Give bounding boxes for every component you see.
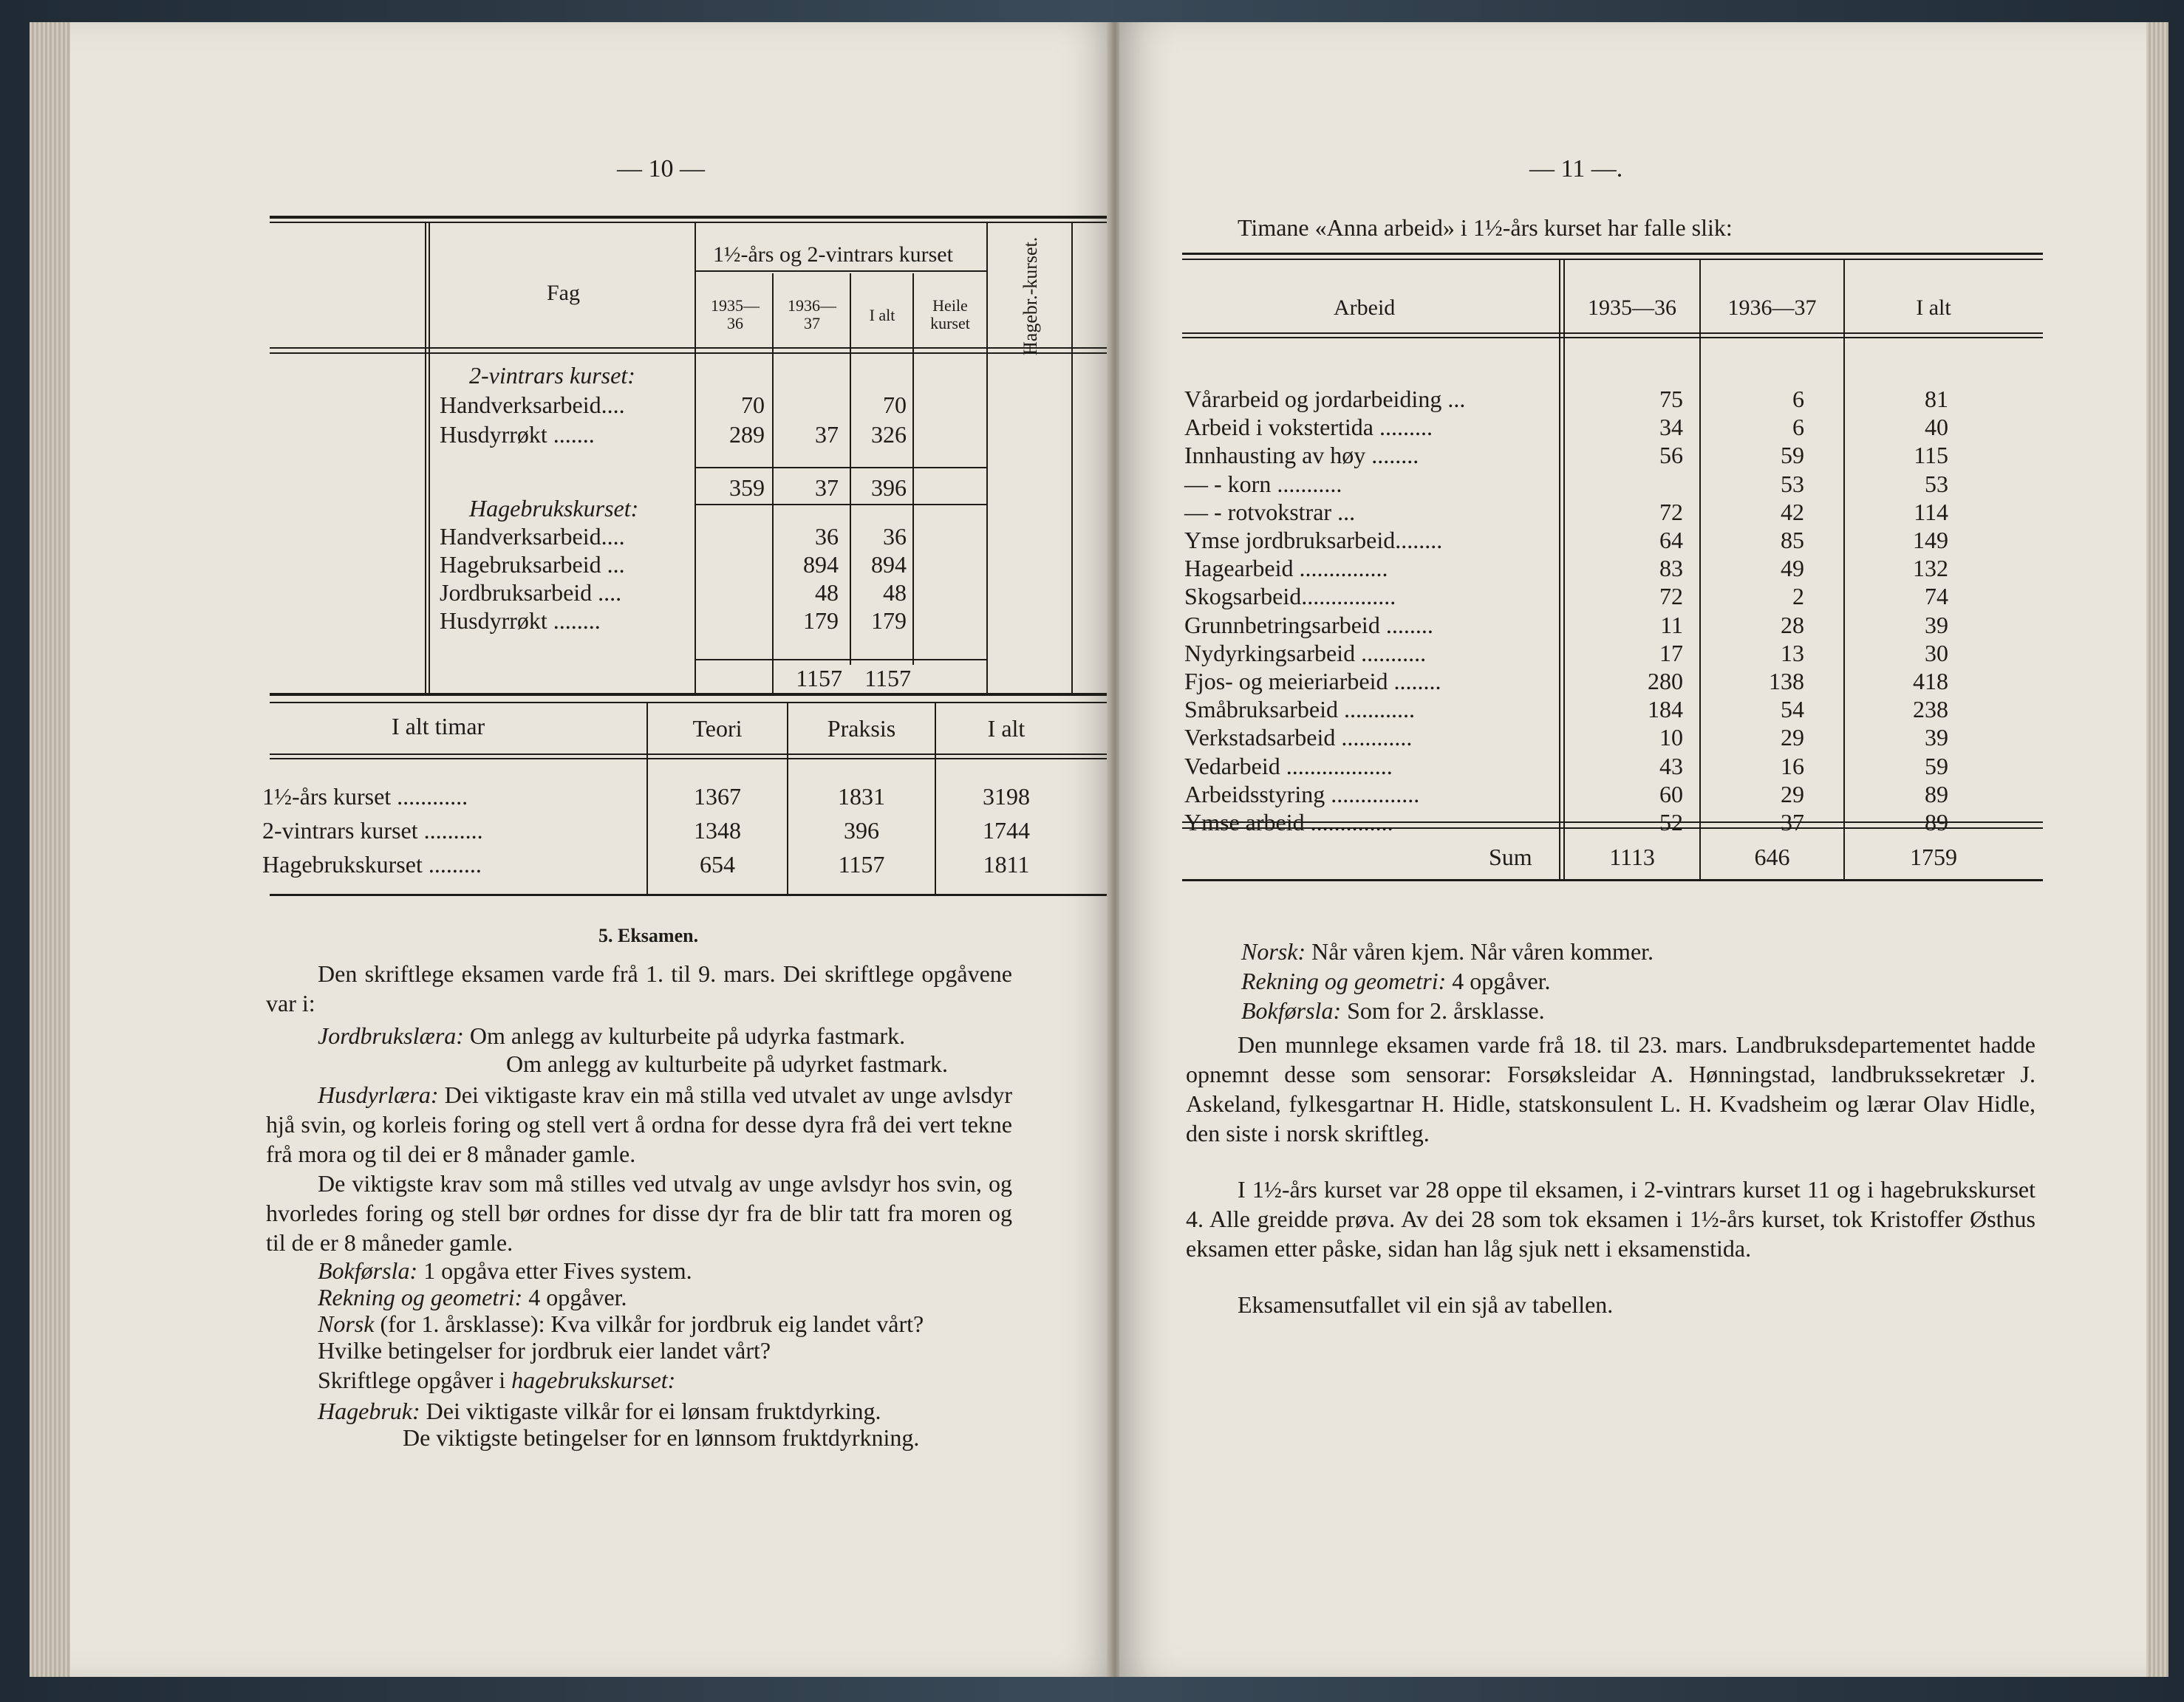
row-label: Vårarbeid og jordarbeiding ... [1184, 386, 1466, 412]
cell-1936: 37 [1781, 809, 1804, 835]
cell-ialt: 53 [1925, 471, 1948, 497]
cell-1935: 43 [1659, 753, 1683, 779]
header-praksis: Praksis [827, 715, 896, 742]
sum-b: 646 [1754, 844, 1790, 870]
cell-ialt: 89 [1925, 781, 1948, 807]
row-label: Ymse arbeid .............. [1184, 809, 1393, 835]
table-caption: Timane «Anna arbeid» i 1½-års kurset har falle slik: [1238, 214, 1733, 241]
section-2vintrars: 2-vintrars kurset: [469, 362, 635, 389]
cell: 70 [741, 392, 765, 418]
cell-1935: 75 [1659, 386, 1683, 412]
row-label: Fjos- og meieriarbeid ........ [1184, 668, 1441, 694]
cell-1936: 6 [1792, 386, 1804, 412]
row-label: — - korn ........... [1184, 471, 1342, 497]
row-label: Innhausting av høy ........ [1184, 442, 1419, 468]
sum2-b: 1157 [796, 665, 842, 691]
bok-line: Bokførsla: 1 opgåva etter Fives system. [318, 1257, 692, 1284]
husdyr-paragraph-2: De viktigste krav som må stilles ved utvalg av unge avlsdyr hos svin, og hvorledes foring og stell bør ordnes for disse dyr fra de blir tatt fra moren og til de er 8 måneder gamle. [266, 1170, 1012, 1256]
row-label: Hagebrukskurset ......... [262, 851, 482, 878]
col-header-fag: Fag [547, 281, 580, 305]
cell-ialt: 149 [1913, 527, 1948, 553]
row-label: 1½-års kurset ............ [262, 783, 468, 810]
norsk-line-2: Hvilke betingelser for jordbruk eier landet vårt? [318, 1337, 771, 1364]
row-label: Jordbruksarbeid .... [440, 579, 622, 606]
cell: 3198 [983, 783, 1030, 810]
row-label: — - rotvokstrar ... [1184, 499, 1356, 525]
cell: 48 [883, 579, 907, 606]
cell-1936: 2 [1792, 583, 1804, 609]
cell-ialt: 81 [1925, 386, 1948, 412]
page-number: — 10 — [617, 155, 705, 182]
paragraph-tabell: Eksamensutfallet vil ein sjå av tabellen. [1238, 1291, 1614, 1318]
cell: 1811 [983, 851, 1030, 878]
cell: 326 [871, 421, 907, 448]
col-header-group: 1½-års og 2-vintrars kurset [713, 242, 953, 267]
cell-ialt: 418 [1913, 668, 1948, 694]
cell-1936: 13 [1781, 640, 1804, 666]
cell-1935: 64 [1659, 527, 1683, 553]
cell-1936: 53 [1781, 471, 1804, 497]
sum1-a: 359 [729, 474, 765, 501]
cell-1935: 184 [1648, 696, 1683, 722]
cell-1936: 49 [1781, 555, 1804, 581]
sum-a: 1113 [1609, 844, 1655, 870]
row-label: Småbruksarbeid ............ [1184, 696, 1415, 722]
row-label: Handverksarbeid.... [440, 392, 625, 418]
cell-1935: 56 [1659, 442, 1683, 468]
husdyr-paragraph: Husdyrlæra: Dei viktigaste krav ein må stilla ved utvalet av unge avlsdyr hjå svin, og korleis foring og stell vert å ordna for desse dyra frå dei vert tekne frå mora og til dei er 8 månader gamle. [266, 1081, 1013, 1167]
col-header-1935: 1935— 36 [711, 296, 760, 332]
jord-line-2: Om anlegg av kulturbeite på udyrket fastmark. [506, 1050, 949, 1077]
cell: 894 [871, 551, 907, 578]
cell-ialt: 114 [1914, 499, 1948, 525]
cell: 1157 [838, 851, 885, 878]
hage-line: Hagebruk: Dei viktigaste vilkår for ei lønsam fruktdyrking. [318, 1398, 881, 1424]
header-ialt: I alt [987, 715, 1026, 742]
rek-line: Rekning og geometri: 4 opgåver. [318, 1284, 627, 1310]
row-label: Arbeidsstyring ............... [1184, 781, 1420, 807]
cell: 179 [871, 607, 907, 634]
cell-1935: 72 [1659, 499, 1683, 525]
cell-ialt: 39 [1925, 612, 1948, 638]
sum2-c: 1157 [864, 665, 911, 691]
cell: 894 [803, 551, 839, 578]
cell: 1831 [838, 783, 885, 810]
cell-1936: 59 [1781, 442, 1804, 468]
cell-1935: 11 [1660, 612, 1683, 638]
header-1936: 1936—37 [1727, 295, 1817, 320]
cell: 654 [700, 851, 735, 878]
cell-1935: 280 [1648, 668, 1683, 694]
header-teori: Teori [692, 715, 743, 742]
sum1-b: 37 [815, 474, 839, 501]
hage-line-2: De viktigste betingelser for en lønnsom fruktdyrkning. [403, 1424, 920, 1451]
rek-line: Rekning og geometri: 4 opgåver. [1241, 968, 1551, 994]
sum-c: 1759 [1910, 844, 1957, 870]
cell: 36 [883, 523, 907, 550]
jord-line-1: Jordbrukslæra: Om anlegg av kulturbeite på udyrka fastmark. [318, 1022, 906, 1049]
cell: 37 [815, 421, 839, 448]
paragraph-sensorar: Den munnlege eksamen varde frå 18. til 23. mars. Landbruksdepartementet hadde opnemnt desse som sensorar: Forsøksleidar A. Hønningstad, landbrukssekretær J. Askeland, fylkesgartnar H. Hidle, statskonsulent L. H. Kvadsheim og lærar Olav Hidle, den siste i norsk skriftleg. [1186, 1031, 2035, 1146]
cell-1936: 54 [1781, 696, 1804, 722]
bok-line: Bokførsla: Som for 2. årsklasse. [1241, 997, 1545, 1024]
header-1935: 1935—36 [1588, 295, 1676, 320]
cell: 48 [815, 579, 839, 606]
cell-1936: 138 [1769, 668, 1804, 694]
section-heading: 5. Eksamen. [598, 925, 699, 946]
row-label: Verkstadsarbeid ............ [1184, 724, 1413, 751]
cell-1936: 29 [1781, 724, 1804, 751]
sum-label: Sum [1489, 844, 1532, 870]
header-ialt-timar: I alt timar [392, 713, 485, 739]
row-label: Handverksarbeid.... [440, 523, 625, 550]
cell: 289 [729, 421, 765, 448]
left-page [70, 22, 1116, 1677]
cell: 396 [844, 817, 879, 844]
cell-1936: 28 [1781, 612, 1804, 638]
col-header-ialt: I alt [869, 306, 895, 324]
col-header-heile: Heile kurset [930, 296, 970, 332]
cell-1935: 52 [1659, 809, 1683, 835]
right-page [1119, 22, 2150, 1677]
cell-1935: 17 [1659, 640, 1683, 666]
col-header-hagebr: Hagebr.-kurset. [1020, 236, 1041, 355]
paragraph: Den skriftlege eksamen varde frå 1. til 9. mars. Dei skriftlege opgåvene var i: [266, 960, 1012, 1016]
cell-ialt: 89 [1925, 809, 1948, 835]
header-ialt: I alt [1916, 295, 1951, 320]
row-label: Husdyrrøkt ........ [440, 607, 601, 634]
cell-1936: 29 [1781, 781, 1804, 807]
paragraph-eksamen: I 1½-års kurset var 28 oppe til eksamen, i 2-vintrars kurset 11 og i hagebrukskurset 4. Alle greidde prøva. Av dei 28 som tok eksamen i 1½-års kurset, tok Kristoffer Østhus eksamen etter påske, sidan han låg sjuk nett i eksamenstida. [1186, 1176, 2035, 1262]
section-hagebrukskurset: Hagebrukskurset: [469, 495, 639, 522]
cell-1935: 10 [1659, 724, 1683, 751]
row-label: Nydyrkingsarbeid ........... [1184, 640, 1427, 666]
cell-ialt: 132 [1913, 555, 1948, 581]
cell: 179 [803, 607, 839, 634]
norsk-line: Norsk (for 1. årsklasse): Kva vilkår for jordbruk eig landet vårt? [318, 1310, 924, 1337]
cell-ialt: 74 [1925, 583, 1948, 609]
cell-ialt: 30 [1925, 640, 1948, 666]
cell: 1348 [694, 817, 741, 844]
cell-1935: 60 [1659, 781, 1683, 807]
row-label: 2-vintrars kurset .......... [262, 817, 483, 844]
sum1-c: 396 [871, 474, 907, 501]
cell: 70 [883, 392, 907, 418]
cell-ialt: 39 [1925, 724, 1948, 751]
header-arbeid: Arbeid [1334, 295, 1396, 320]
cell-ialt: 59 [1925, 753, 1948, 779]
norsk-line: Norsk: Når våren kjem. Når våren kommer. [1241, 938, 1654, 965]
page-number: — 11 —. [1529, 155, 1623, 182]
cell: 36 [815, 523, 839, 550]
col-header-1936: 1936— 37 [788, 296, 836, 332]
cell: 1367 [694, 783, 741, 810]
row-label: Arbeid i vokstertida ......... [1184, 414, 1433, 440]
cell-ialt: 40 [1925, 414, 1948, 440]
row-label: Vedarbeid .................. [1184, 753, 1393, 779]
row-label: Husdyrrøkt ....... [440, 421, 595, 448]
row-label: Skogsarbeid................ [1184, 583, 1396, 609]
cell-1935: 83 [1659, 555, 1683, 581]
page-edges-right [2146, 22, 2168, 1677]
row-label: Hagebruksarbeid ... [440, 551, 625, 578]
cell-1935: 34 [1659, 414, 1683, 440]
row-label: Ymse jordbruksarbeid........ [1184, 527, 1443, 553]
row-label: Hagearbeid ............... [1184, 555, 1388, 581]
cell-1936: 42 [1781, 499, 1804, 525]
skrift-line: Skriftlege opgåver i hagebrukskurset: [318, 1367, 676, 1393]
cell-ialt: 238 [1913, 696, 1948, 722]
cell-ialt: 115 [1914, 442, 1948, 468]
cell-1936: 85 [1781, 527, 1804, 553]
cell-1935: 72 [1659, 583, 1683, 609]
row-label: Grunnbetringsarbeid ........ [1184, 612, 1433, 638]
cell: 1744 [983, 817, 1030, 844]
cell-1936: 16 [1781, 753, 1804, 779]
cell-1936: 6 [1792, 414, 1804, 440]
page-edges-left [30, 22, 74, 1677]
